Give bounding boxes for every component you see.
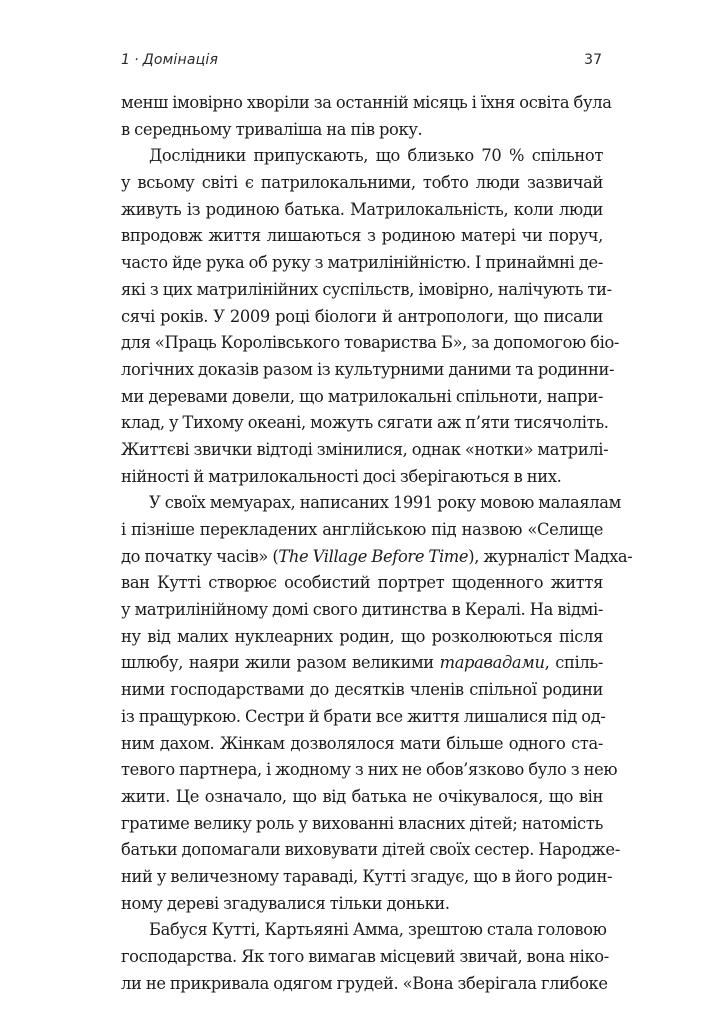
header-separator: · <box>134 52 139 68</box>
text-line <box>121 544 633 571</box>
text-line: ним дахом. Жінкам дозволялося мати більше одного ста- <box>121 733 603 753</box>
text-line: Життєві звички відтоді змінилися, однак «нотки» матрилі- <box>121 439 609 459</box>
chapter-number: 1 <box>121 52 131 68</box>
text-line: Бабуся Кутті, Картьяяні Амма, зрештою стала головою <box>149 920 607 940</box>
term-italic: таравадами <box>439 653 545 673</box>
text-line: ли не прикривала одягом грудей. «Вона зберігала глибоке <box>121 973 608 993</box>
book-title-italic: The Village Before Time <box>278 546 469 566</box>
text-line: живуть із родиною батька. Матрилокальність, коли люди <box>121 199 603 219</box>
text-line: господарства. Як того вимагав місцевий звичай, вона ніко- <box>121 947 609 966</box>
text-fragment: , спіль- <box>544 653 603 673</box>
chapter-title: Домінація <box>142 52 219 68</box>
body-text <box>121 90 633 997</box>
text-line: нійності й матрилокальності досі зберігаються в них. <box>121 466 562 486</box>
text-fragment: до початку часів» ( <box>121 546 279 566</box>
text-line: у всьому світі є патрилокальними, тобто люди зазвичай <box>121 173 603 193</box>
text-line: у матрилінійному домі свого дитинства в Кералі. На відмі- <box>121 600 603 620</box>
text-line: ний у величезному тараваді, Кутті згадує, що в його родин- <box>121 866 613 886</box>
text-line: ними господарствами до десятків членів спільної родини <box>121 680 603 700</box>
text-line: логічних доказів разом із культурними даними та родинни- <box>121 359 615 379</box>
text-line: ну від малих нуклеарних родин, що розколюються після <box>121 626 603 646</box>
text-line: У своїх мемуарах, написаних 1991 року мовою малаялам <box>149 493 621 513</box>
text-line: ному дереві згадувалися тільки доньки. <box>121 893 450 913</box>
text-line: і пізніше перекладених англійською під назвою «Селище <box>121 520 603 539</box>
text-line: менш імовірно хворіли за останній місяць і їхня освіта була <box>121 93 612 112</box>
text-line: які з цих матрилінійних суспільств, імовірно, налічують ти- <box>121 279 612 299</box>
text-line: ми деревами довели, що матрилокальні спільноти, напри- <box>121 386 603 406</box>
text-line: Дослідники припускають, що близько 70 % спільнот <box>149 146 603 166</box>
text-line: батьки допомагали виховувати дітей своїх сестер. Народже- <box>121 840 620 860</box>
text-fragment: шлюбу, наяри жили разом великими <box>121 653 440 673</box>
text-line: впродовж життя лишаються з родиною матері чи поруч, <box>121 226 603 246</box>
text-line: ван Кутті створює особистий портрет щоденного життя <box>121 573 603 593</box>
text-line: для «Праць Королівського товариства Б», за допомогою біо- <box>121 333 620 353</box>
text-line: жити. Це означало, що від батька не очікувалося, що він <box>121 786 603 806</box>
running-head <box>121 52 218 68</box>
text-line: в середньому триваліша на пів року. <box>121 119 423 139</box>
text-line: гратиме велику роль у вихованні власних дітей; натомість <box>121 813 603 833</box>
text-line <box>121 650 603 677</box>
text-line: із пращуркою. Сестри й брати все життя лишалися під од- <box>121 706 606 726</box>
text-line: сячі років. У 2009 році біологи й антропологи, що писали <box>121 306 603 326</box>
text-fragment: ), журналіст Мадха- <box>468 546 633 566</box>
text-line: клад, у Тихому океані, можуть сягати аж п’яти тисячоліть. <box>121 413 609 433</box>
text-line: тевого партнера, і жодному з них не обов’язково було з нею <box>121 760 618 780</box>
text-line: часто йде рука об руку з матрилінійністю. І принаймні де- <box>121 253 603 273</box>
page-number: 37 <box>584 52 602 68</box>
